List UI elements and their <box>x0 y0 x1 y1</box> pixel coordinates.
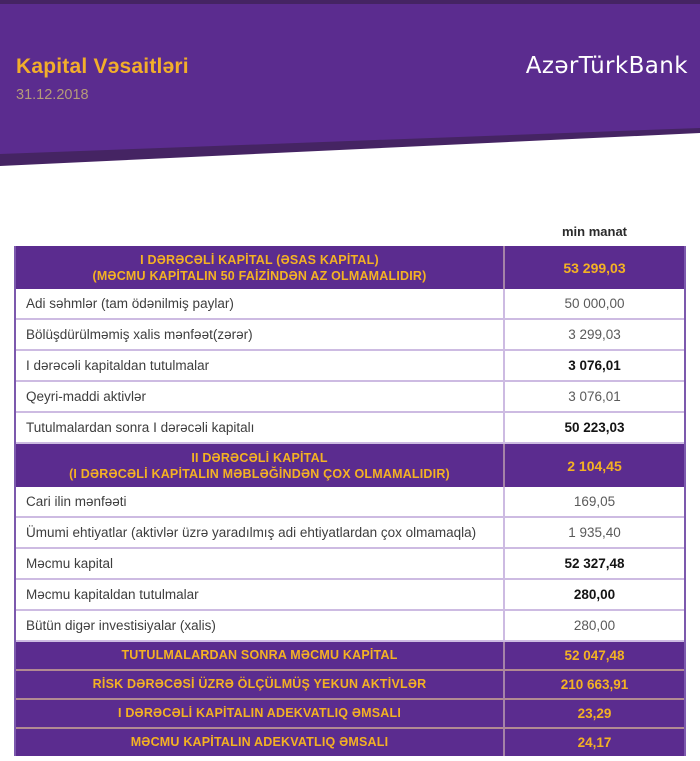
row-label: I DƏRƏCƏLİ KAPİTALIN ADEKVATLIQ ƏMSALI <box>16 700 503 729</box>
row-value: 52 327,48 <box>503 549 684 580</box>
row-label <box>16 444 503 487</box>
row-value: 50 223,03 <box>503 413 684 444</box>
row-label: Adi səhmlər (tam ödənilmiş paylar) <box>16 289 503 320</box>
row-value: 210 663,91 <box>503 671 684 700</box>
row-value: 53 299,03 <box>503 246 684 289</box>
table-row <box>16 549 684 580</box>
row-label: MƏCMU KAPİTALIN ADEKVATLIQ ƏMSALI <box>130 735 389 749</box>
row-value: 280,00 <box>503 611 684 642</box>
table-row <box>16 382 684 413</box>
table-row <box>16 413 684 444</box>
table-row <box>16 289 684 320</box>
row-label: Məcmu kapitaldan tutulmalar <box>16 580 503 611</box>
capital-table <box>14 246 686 756</box>
row-label: Cari ilin mənfəəti <box>16 487 503 518</box>
row-label <box>16 246 503 289</box>
row-value: 1 935,40 <box>503 518 684 549</box>
row-label: I dərəcəli kapitaldan tutulmalar <box>16 351 503 382</box>
row-value: 169,05 <box>503 487 684 518</box>
header-banner <box>0 0 700 170</box>
row-label: Tutulmalardan sonra I dərəcəli kapitalı <box>16 413 503 444</box>
row-label: Bütün digər investisiyalar (xalis) <box>16 611 503 642</box>
section-label-line: (I DƏRƏCƏLİ KAPİTALIN MƏBLƏĞİNDƏN ÇOX OLMAMALIDIR) <box>69 466 450 481</box>
section-label-line: II DƏRƏCƏLİ KAPİTAL <box>191 450 328 465</box>
row-value: 2 104,45 <box>503 444 684 487</box>
row-value: 24,17 <box>503 729 684 756</box>
report-date: 31.12.2018 <box>16 87 89 103</box>
row-label: Məcmu kapital <box>16 549 503 580</box>
table-row <box>16 518 684 549</box>
row-value: 3 076,01 <box>503 351 684 382</box>
table-row <box>16 487 684 518</box>
row-label: Qeyri-maddi aktivlər <box>16 382 503 413</box>
row-value: 3 076,01 <box>503 382 684 413</box>
section-label-line: I DƏRƏCƏLİ KAPİTAL (ƏSAS KAPİTAL) <box>140 252 379 267</box>
total-row <box>16 729 684 756</box>
row-value: 280,00 <box>503 580 684 611</box>
table-row <box>16 580 684 611</box>
section-row <box>16 246 684 289</box>
row-label: Bölüşdürülməmiş xalis mənfəət(zərər) <box>16 320 503 351</box>
row-label: Ümumi ehtiyatlar (aktivlər üzrə yaradılmış adi ehtiyatlardan çox olmamaqla) <box>16 518 503 549</box>
row-value: 52 047,48 <box>503 642 684 671</box>
row-value: 23,29 <box>503 700 684 729</box>
section-label-line: (MƏCMU KAPİTALIN 50 FAİZİNDƏN AZ OLMAMALIDIR) <box>92 268 427 283</box>
bank-logo: AzərTürkBank <box>525 53 688 79</box>
page-title: Kapital Vəsaitləri <box>16 55 189 78</box>
total-row <box>16 671 684 700</box>
row-label: RİSK DƏRƏCƏSİ ÜZRƏ ÖLÇÜLMÜŞ YEKUN AKTİVLƏR <box>16 671 503 700</box>
row-label: TUTULMALARDAN SONRA MƏCMU KAPİTAL <box>16 642 503 671</box>
table-row <box>16 320 684 351</box>
total-row <box>16 700 684 729</box>
total-row <box>16 642 684 671</box>
table-row <box>16 611 684 642</box>
capital-table-body <box>16 246 684 756</box>
table-row <box>16 351 684 382</box>
section-row <box>16 444 684 487</box>
row-value: 50 000,00 <box>503 289 684 320</box>
unit-label: min manat <box>561 224 627 239</box>
row-value: 3 299,03 <box>503 320 684 351</box>
